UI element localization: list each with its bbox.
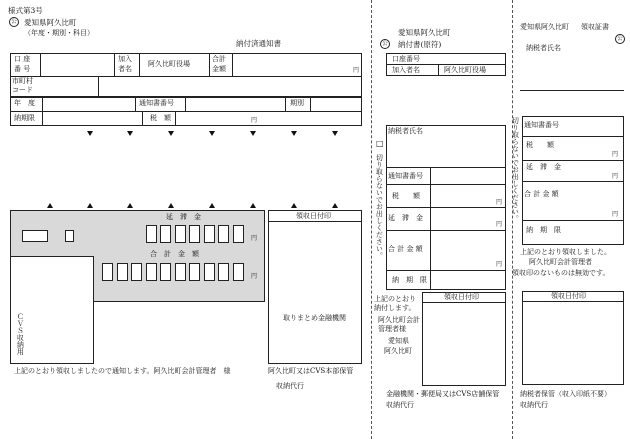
- subscriber-label-1: 加入: [118, 55, 132, 63]
- total-yen: 円: [353, 67, 360, 74]
- middle-paid-note-1: 上記のとおり: [374, 295, 416, 303]
- account-label-1: 口 座: [14, 55, 31, 63]
- notice-no-label: 通知書番号: [139, 99, 174, 107]
- middle-addressee: 阿久比町会計管理者様: [378, 316, 420, 334]
- middle-footer-1: 金融機関・郵便局又はCVS店舗保管: [386, 390, 500, 398]
- digit-box: [175, 225, 186, 243]
- right-footer-1: 納税者保管（収入印紙不要）: [520, 390, 611, 398]
- right-tax-label: 税 額: [526, 141, 554, 149]
- right-title: 領収証書: [581, 23, 609, 31]
- right-cut-warning: 切り取らないでお出しください。: [511, 117, 520, 222]
- digit-box: [218, 263, 229, 281]
- right-total-label: 合 計 金 額: [524, 190, 559, 198]
- right-note-3: 領収印のないものは無効です。: [512, 269, 610, 277]
- right-footer-2: 収納代行: [520, 401, 548, 409]
- cut-mark-icon: [47, 203, 53, 208]
- middle-tax-yen: 円: [496, 199, 503, 206]
- middle-issuer: 愛知県阿久比町: [398, 28, 451, 37]
- cut-mark-icon: [209, 203, 215, 208]
- tax-label: 税 額: [150, 114, 171, 122]
- account-label-2: 番 号: [14, 65, 31, 73]
- middle-notice-no-label: 通知書番号: [388, 172, 423, 180]
- middle-footer-2: 収納代行: [386, 401, 414, 409]
- middle-total-label: 合 計 金 額: [388, 245, 423, 253]
- cvs-box-wide: [22, 230, 48, 242]
- left-receipt-stamp-label: 領収日付印: [296, 212, 331, 220]
- right-issuer: 愛知県阿久比町: [520, 23, 569, 31]
- total-label-1: 合計: [212, 55, 226, 63]
- digit-box: [117, 263, 128, 281]
- cut-mark-icon: [127, 203, 133, 208]
- digit-box: [102, 263, 113, 281]
- digit-box: [175, 263, 186, 281]
- middle-checkbox: □: [376, 139, 384, 148]
- digit-box: [189, 263, 200, 281]
- digit-box: [160, 263, 171, 281]
- middle-account-label: 口座番号: [392, 55, 420, 63]
- cut-mark-icon: [332, 203, 338, 208]
- form-number: 様式第3号: [8, 6, 43, 15]
- total-amount-yen: 円: [251, 273, 258, 280]
- middle-cut-warning: 切り取らないでお出しください。: [375, 154, 384, 259]
- middle-receipt-stamp-label: 領収日付印: [444, 293, 479, 301]
- digit-box: [204, 263, 215, 281]
- middle-paid-note-2: 納付します。: [374, 304, 416, 312]
- cut-mark-icon: [168, 203, 174, 208]
- cut-mark-icon: [87, 203, 93, 208]
- digit-box: [189, 225, 200, 243]
- middle-late-fee-yen: 円: [496, 221, 503, 228]
- digit-box: [218, 225, 229, 243]
- right-tax-yen: 円: [612, 151, 619, 158]
- tax-yen: 円: [251, 117, 258, 124]
- due-label: 納期限: [14, 114, 35, 122]
- middle-title: 納付書(原符): [398, 40, 442, 49]
- middle-subscriber-value: 阿久比町役場: [444, 66, 486, 74]
- middle-receipt-stamp-box: [422, 292, 506, 386]
- cut-mark-icon: [332, 131, 338, 136]
- middle-total-yen: 円: [496, 261, 503, 268]
- digit-box: [146, 225, 157, 243]
- digit-box: [233, 263, 244, 281]
- digit-box: [160, 225, 171, 243]
- left-subtitle: （年度・期別・科目）: [24, 29, 94, 37]
- right-taxpayer-label: 納税者氏名: [526, 44, 561, 52]
- left-footer-note: 上記のとおり領収しましたので通知します。阿久比町会計管理者 様: [14, 367, 231, 375]
- city-code-label-1: 市町村: [12, 77, 33, 85]
- cut-mark-icon: [209, 131, 215, 136]
- right-receipt-stamp-box: [522, 291, 624, 385]
- city-code-label-2: コード: [12, 86, 33, 94]
- seal-icon: 公: [615, 34, 625, 44]
- right-due-label: 納 期 限: [526, 226, 561, 234]
- late-fee-label: 延 滞 金: [166, 213, 201, 221]
- digit-box: [146, 263, 157, 281]
- middle-pref: 愛知県: [388, 337, 409, 345]
- middle-due-label: 納 期 限: [392, 276, 427, 284]
- subscriber-label-2: 者名: [118, 65, 132, 73]
- cut-mark-icon: [250, 131, 256, 136]
- digit-box: [204, 225, 215, 243]
- cut-mark-icon: [250, 203, 256, 208]
- left-footer-right-2: 収納代行: [276, 382, 304, 390]
- middle-town: 阿久比町: [384, 347, 412, 355]
- digit-box: [131, 263, 142, 281]
- total-amount-label: 合 計 金 額: [150, 250, 199, 258]
- right-late-fee-label: 延 滞 金: [526, 163, 561, 171]
- cut-mark-icon: [87, 131, 93, 136]
- subscriber-value: 阿久比町役場: [148, 60, 190, 68]
- middle-tax-label: 税 額: [392, 192, 420, 200]
- cvs-box-small: [65, 230, 74, 242]
- late-fee-yen: 円: [251, 235, 258, 242]
- period-label: 期別: [290, 99, 304, 107]
- middle-subscriber-label: 加入者名: [392, 66, 420, 74]
- year-label: 年 度: [14, 99, 35, 107]
- cvs-label: ＣＶＳ収納用: [16, 313, 25, 355]
- middle-taxpayer-label: 納税者氏名: [388, 127, 423, 135]
- seal-icon: 公: [380, 39, 390, 49]
- right-late-fee-yen: 円: [612, 173, 619, 180]
- right-note-1: 上記のとおり領収しました。: [520, 248, 611, 256]
- cut-mark-icon: [127, 131, 133, 136]
- middle-late-fee-label: 延 滞 金: [388, 214, 423, 222]
- cut-mark-icon: [291, 131, 297, 136]
- bank-label: 取りまとめ金融機関: [283, 314, 346, 322]
- right-note-2: 阿久比町会計管理者: [529, 258, 592, 266]
- right-notice-no-label: 通知書番号: [524, 121, 559, 129]
- left-issuer: 愛知県阿久比町: [24, 18, 77, 27]
- cut-mark-icon: [291, 203, 297, 208]
- total-label-2: 金額: [212, 65, 226, 73]
- seal-icon: 公: [9, 17, 19, 27]
- right-receipt-stamp-label: 領収日付印: [551, 292, 586, 300]
- left-title: 納付済通知書: [236, 39, 281, 48]
- left-footer-right-1: 阿久比町又はCVS本部保管: [268, 367, 354, 375]
- right-total-yen: 円: [612, 211, 619, 218]
- digit-box: [233, 225, 244, 243]
- cut-line: [371, 0, 372, 439]
- cut-mark-icon: [168, 131, 174, 136]
- left-receipt-stamp-box: [268, 210, 362, 364]
